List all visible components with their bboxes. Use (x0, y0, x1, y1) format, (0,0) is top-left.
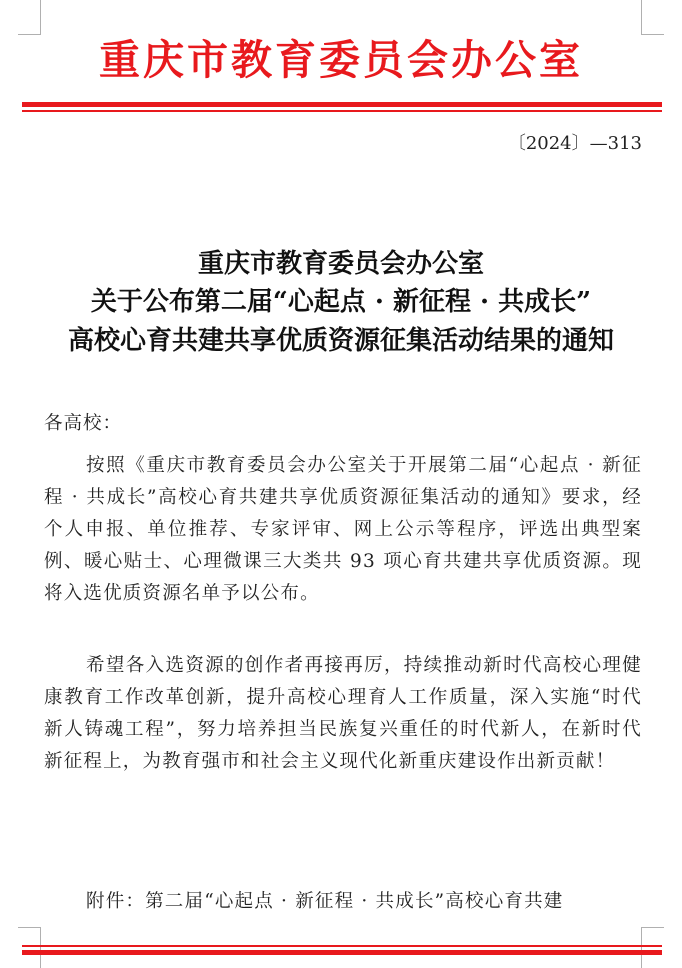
crop-mark-bottom-right (641, 927, 664, 968)
title-line-3: 高校心育共建共享优质资源征集活动结果的通知 (67, 326, 614, 356)
salutation: 各高校： (44, 413, 123, 434)
attachment-line: 附件：第二届“心起点 · 新征程 · 共成长”高校心育共建 (86, 891, 564, 912)
masthead-rule-thick (22, 102, 662, 107)
crop-mark-bottom-left (18, 927, 41, 968)
body-paragraph-2: 希望各入选资源的创作者再接再厉，持续推动新时代高校心理健康教育工作改革创新，提升高校心理育人工作质量，深入实施“时代新人铸魂工程”，努力培养担当民族复兴重任的时代新人，在新时代新征程上，为教育强市和社会主义现代化新重庆建设作出新贡献！ (44, 655, 642, 772)
title-line-2: 关于公布第二届“心起点 · 新征程 · 共成长” (90, 287, 592, 317)
document-number: 〔2024〕—313 (507, 133, 642, 154)
body-paragraph-1: 按照《重庆市教育委员会办公室关于开展第二届“心起点 · 新征程 · 共成长”高校心育共建共享优质资源征集活动的通知》要求，经个人申报、单位推荐、专家评审、网上公示等程序，评选出典型案例、暖心贴士、心理微课三大类共 93 项心育共建共享优质资源。现将入选优质资源名单予以公布。 (44, 455, 642, 604)
footer-rule-thin (22, 945, 662, 947)
title-line-1: 重庆市教育委员会办公室 (197, 249, 484, 279)
masthead-title: 重庆市教育委员会办公室 (99, 36, 583, 84)
footer-rule-thick (22, 950, 662, 955)
masthead-rule-thin (22, 110, 662, 112)
